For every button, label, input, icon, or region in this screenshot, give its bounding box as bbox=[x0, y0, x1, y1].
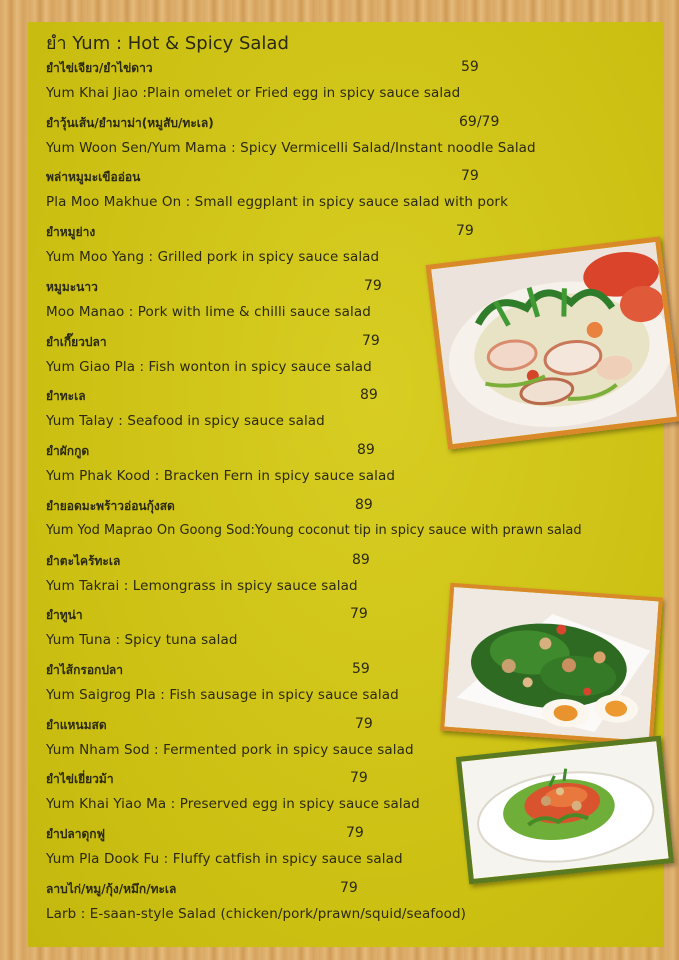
english-description: Yum Yod Maprao On Goong Sod:Young coconut tip in spicy sauce with prawn salad bbox=[46, 523, 582, 538]
price: 89 bbox=[352, 552, 370, 568]
thai-name: ยำวุ้นเส้น/ยำมาม่า(หมูสับ/ทะเล) bbox=[46, 116, 214, 130]
price: 79 bbox=[350, 606, 368, 622]
page-title: ยำ Yum : Hot & Spicy Salad bbox=[46, 33, 289, 54]
thai-name: ยำยอดมะพร้าวอ่อนกุ้งสด bbox=[46, 499, 175, 513]
menu-item bbox=[46, 114, 661, 168]
english-description: Yum Tuna : Spicy tuna salad bbox=[46, 632, 238, 648]
thai-name: ยำไส้กรอกปลา bbox=[46, 663, 124, 677]
price: 89 bbox=[355, 497, 373, 513]
english-description: Larb : E-saan-style Salad (chicken/pork/prawn/squid/seafood) bbox=[46, 906, 467, 922]
price: 79 bbox=[362, 333, 380, 349]
price: 79 bbox=[456, 223, 474, 239]
thai-name: หมูมะนาว bbox=[46, 280, 98, 294]
thai-name: ลาบไก่/หมู/กุ้ง/หมึก/ทะเล bbox=[46, 882, 177, 896]
english-description: Yum Takrai : Lemongrass in spicy sauce salad bbox=[46, 578, 358, 594]
english-description: Yum Khai Yiao Ma : Preserved egg in spicy sauce salad bbox=[46, 796, 420, 812]
thai-name: ยำทูน่า bbox=[46, 608, 83, 622]
thai-name: ยำตะไคร้ทะเล bbox=[46, 554, 121, 568]
menu-item bbox=[46, 880, 661, 934]
menu-item bbox=[46, 168, 661, 222]
english-description: Yum Woon Sen/Yum Mama : Spicy Vermicelli Salad/Instant noodle Salad bbox=[46, 140, 536, 156]
thai-name: ยำไข่เจียว/ยำไข่ดาว bbox=[46, 61, 153, 75]
seafood-salad-photo bbox=[426, 236, 679, 449]
fern-salad-with-egg-photo bbox=[440, 583, 663, 745]
spicy-salad-plate-photo bbox=[456, 736, 674, 885]
thai-name: ยำหมูย่าง bbox=[46, 225, 96, 239]
english-description: Yum Phak Kood : Bracken Fern in spicy sauce salad bbox=[46, 468, 395, 484]
thai-name: ยำเกี๊ยวปลา bbox=[46, 335, 107, 349]
english-description: Yum Nham Sod : Fermented pork in spicy sauce salad bbox=[46, 742, 414, 758]
price: 89 bbox=[357, 442, 375, 458]
thai-name: พล่าหมูมะเขืออ่อน bbox=[46, 170, 141, 184]
english-description: Pla Moo Makhue On : Small eggplant in spicy sauce salad with pork bbox=[46, 194, 508, 210]
price: 79 bbox=[364, 278, 382, 294]
price: 79 bbox=[355, 716, 373, 732]
price: 59 bbox=[352, 661, 370, 677]
price: 79 bbox=[346, 825, 364, 841]
thai-name: ยำปลาดุกฟู bbox=[46, 827, 106, 841]
english-description: Yum Khai Jiao :Plain omelet or Fried egg in spicy sauce salad bbox=[46, 85, 461, 101]
menu-item bbox=[46, 59, 661, 113]
thai-name: ยำผักกูด bbox=[46, 444, 90, 458]
price: 89 bbox=[360, 387, 378, 403]
price: 79 bbox=[461, 168, 479, 184]
english-description: Yum Saigrog Pla : Fish sausage in spicy sauce salad bbox=[46, 687, 399, 703]
price: 79 bbox=[350, 770, 368, 786]
english-description: Yum Talay : Seafood in spicy sauce salad bbox=[46, 413, 325, 429]
price: 59 bbox=[461, 59, 479, 75]
thai-name: ยำไข่เยี่ยวม้า bbox=[46, 772, 114, 786]
price: 69/79 bbox=[459, 114, 500, 130]
thai-name: ยำแหนมสด bbox=[46, 718, 107, 732]
english-description: Yum Moo Yang : Grilled pork in spicy sauce salad bbox=[46, 249, 380, 265]
thai-name: ยำทะเล bbox=[46, 389, 86, 403]
english-description: Yum Giao Pla : Fish wonton in spicy sauce salad bbox=[46, 359, 372, 375]
english-description: Yum Pla Dook Fu : Fluffy catfish in spicy sauce salad bbox=[46, 851, 403, 867]
price: 79 bbox=[340, 880, 358, 896]
menu-item bbox=[46, 442, 661, 496]
menu-item bbox=[46, 497, 661, 551]
english-description: Moo Manao : Pork with lime & chilli sauce salad bbox=[46, 304, 371, 320]
